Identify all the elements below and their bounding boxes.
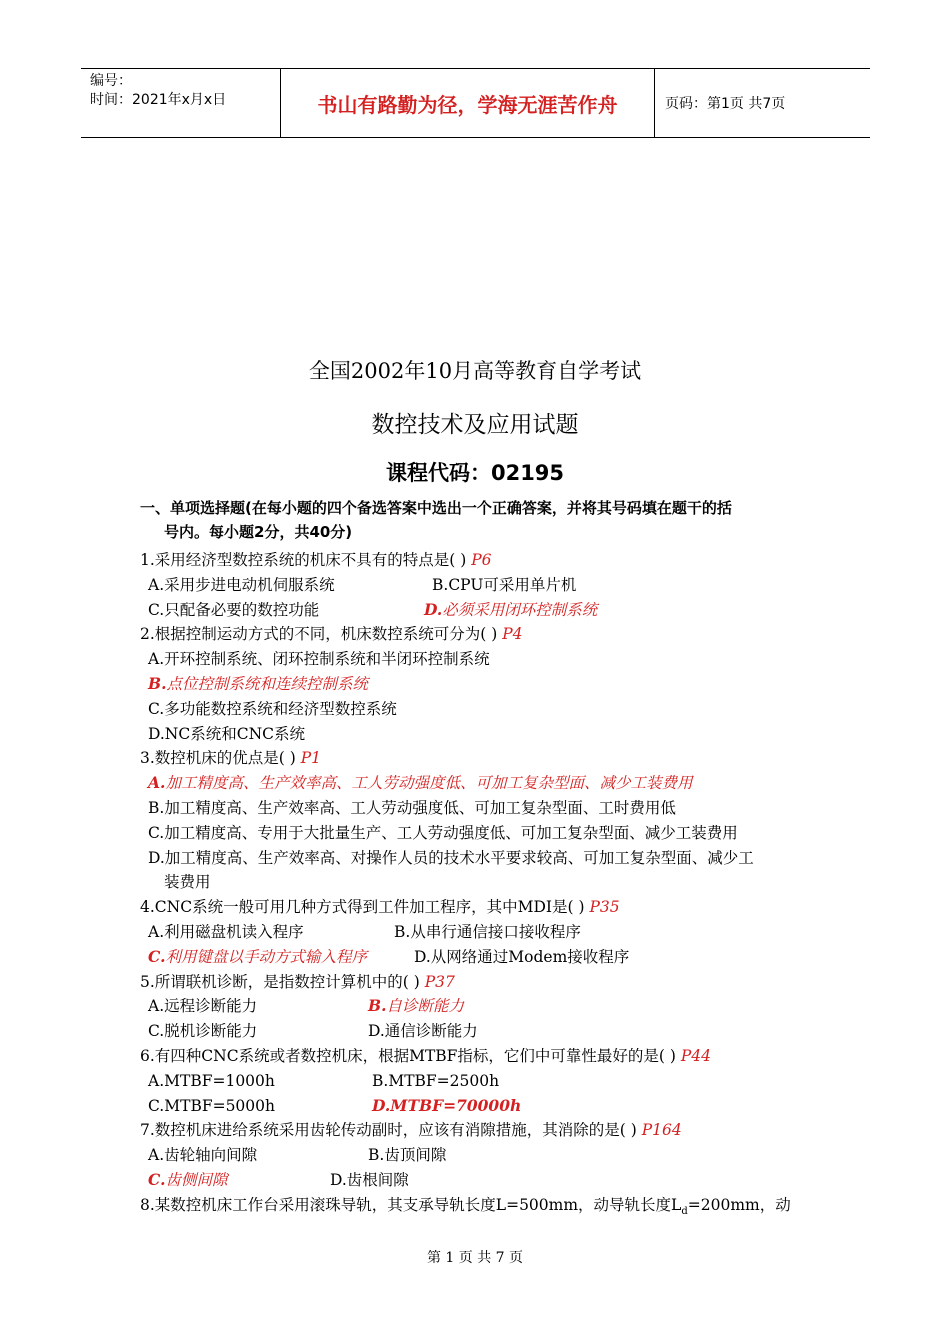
option-d-answer [424, 598, 597, 623]
header-page-info: 页码：第1页 共7页 [665, 96, 786, 112]
option-a: A.远程诊断能力 [148, 997, 258, 1016]
option-c-answer [148, 1171, 227, 1189]
question-5-options-cd [140, 1019, 830, 1044]
option-b: B.CPU可采用单片机 [432, 575, 577, 594]
option-c: C.加工精度高、专用于大批量生产、工人劳动强度低、可加工复杂型面、减少工装费用 [148, 823, 738, 842]
question-5-options-ab [140, 994, 830, 1019]
answer-text: 点位控制系统和连续控制系统 [166, 674, 369, 693]
page-reference: P44 [680, 1046, 712, 1065]
question-4-options-ab [140, 920, 830, 945]
option-d-answer: D.MTBF=70000h [372, 1095, 522, 1115]
option-b: B.从串行通信接口接收程序 [394, 922, 581, 941]
question-stem-text: 6.有四种CNC系统或者数控机床，根据MTBF指标，它们中可靠性最好的是( ) [140, 1046, 681, 1065]
page-reference: P164 [641, 1121, 682, 1140]
answer-letter: C. [148, 1169, 166, 1189]
answer-letter: C. [148, 946, 166, 966]
question-list [140, 548, 830, 1218]
question-stem-text: 3.数控机床的优点是( ) [140, 749, 301, 768]
option-d: D.从网络通过Modem接收程序 [414, 947, 630, 966]
question-7-options-ab [140, 1143, 830, 1168]
option-d: D.通信诊断能力 [368, 1022, 478, 1041]
course-code: 课程代码：02195 [385, 461, 565, 485]
question-1-options-cd [140, 598, 830, 623]
option-a: A.MTBF=1000h [148, 1071, 275, 1090]
answer-letter: B. [368, 996, 387, 1016]
option-c: C.MTBF=5000h [148, 1096, 276, 1115]
question-1-stem [140, 548, 830, 573]
question-7-options-cd [140, 1168, 830, 1193]
question-stem-text: 4.CNC系统一般可用几种方式得到工件加工程序，其中MDI是( ) [140, 898, 590, 917]
answer-text: 利用键盘以手动方式输入程序 [165, 947, 367, 966]
option-b: B.加工精度高、生产效率高、工人劳动强度低、可加工复杂型面、工时费用低 [148, 798, 676, 817]
option-a: A.开环控制系统、闭环控制系统和半闭环控制系统 [148, 650, 490, 669]
question-stem-text: 8.某数控机床工作台采用滚珠导轨，其支承导轨长度L=500mm，动导轨长度L [140, 1195, 682, 1214]
question-stem-text: 2.根据控制运动方式的不同，机床数控系统可分为( ) [140, 625, 503, 644]
option-c: C.脱机诊断能力 [148, 1022, 258, 1041]
answer-text: 齿侧间隙 [165, 1170, 228, 1189]
subscript: d [681, 1205, 688, 1217]
subject-title: 数控技术及应用试题 [371, 412, 579, 438]
doc-time-label: 时间：2021年x月x日 [90, 92, 227, 108]
option-d-continued: 装费用 [164, 873, 211, 892]
option-d: D.NC系统和CNC系统 [148, 724, 306, 743]
question-2-stem [140, 622, 830, 647]
page-reference: P1 [300, 749, 322, 768]
section-heading-line2: 号内。每小题2分，共40分) [164, 523, 353, 541]
question-4-options-cd [140, 945, 830, 970]
option-d: D.齿根间隙 [330, 1170, 409, 1189]
page-reference: P37 [424, 972, 455, 991]
section-heading-line1: 一、单项选择题(在每小题的四个备选答案中选出一个正确答案，并将其号码填在题干的括 [140, 499, 732, 517]
question-stem-text: 1.采用经济型数控系统的机床不具有的特点是( ) [140, 551, 472, 569]
answer-text: 必须采用闭环控制系统 [442, 600, 598, 619]
option-b: B.MTBF=2500h [372, 1071, 500, 1090]
question-1-options-ab [140, 573, 830, 598]
exam-title: 全国2002年10月高等教育自学考试 [308, 359, 642, 383]
option-c: C.多功能数控系统和经济型数控系统 [148, 699, 397, 718]
question-5-stem [140, 970, 830, 995]
question-6-options-ab [140, 1069, 830, 1094]
option-a: A.利用磁盘机读入程序 [148, 922, 304, 941]
question-stem-text: 5.所谓联机诊断，是指数控计算机中的( ) [140, 972, 425, 991]
option-c-answer [148, 948, 367, 966]
question-stem-text: 7.数控机床进给系统采用齿轮传动副时，应该有消隙措施，其消除的是( ) [140, 1121, 642, 1140]
page-reference: P35 [589, 898, 620, 917]
option-d: D.加工精度高、生产效率高、对操作人员的技术水平要求较高、可加工复杂型面、减少工 [148, 848, 754, 867]
doc-number-label: 编号： [90, 73, 132, 89]
option-a-answer [140, 771, 830, 796]
question-3-stem [140, 746, 830, 771]
option-a: A.采用步进电动机伺服系统 [148, 575, 335, 594]
question-4-stem [140, 895, 830, 920]
answer-letter: D. [424, 599, 443, 619]
question-6-stem [140, 1044, 830, 1069]
answer-letter: B. [148, 673, 167, 693]
option-b-answer [368, 994, 464, 1019]
option-b: B.齿顶间隙 [368, 1146, 447, 1165]
page-footer: 第 1 页 共 7 页 [426, 1250, 524, 1266]
option-b-answer [140, 672, 830, 697]
section-heading [140, 496, 820, 544]
question-6-options-cd [140, 1094, 830, 1119]
answer-letter: A. [148, 773, 166, 793]
answer-text: 自诊断能力 [386, 997, 465, 1016]
option-a: A.齿轮轴向间隙 [148, 1146, 258, 1165]
page-reference: P6 [471, 551, 492, 569]
header-motto: 书山有路勤为径，学海无涯苦作舟 [281, 69, 655, 137]
question-7-stem [140, 1118, 830, 1143]
option-c: C.只配备必要的数控功能 [148, 600, 320, 619]
question-8-stem [140, 1193, 830, 1218]
header-meta [81, 69, 281, 137]
question-stem-text-cont: =200mm，动 [687, 1195, 791, 1214]
answer-text: 加工精度高、生产效率高、工人劳动强度低、可加工复杂型面、减少工装费用 [165, 774, 693, 793]
page-header [81, 68, 870, 138]
page-reference: P4 [502, 625, 523, 644]
